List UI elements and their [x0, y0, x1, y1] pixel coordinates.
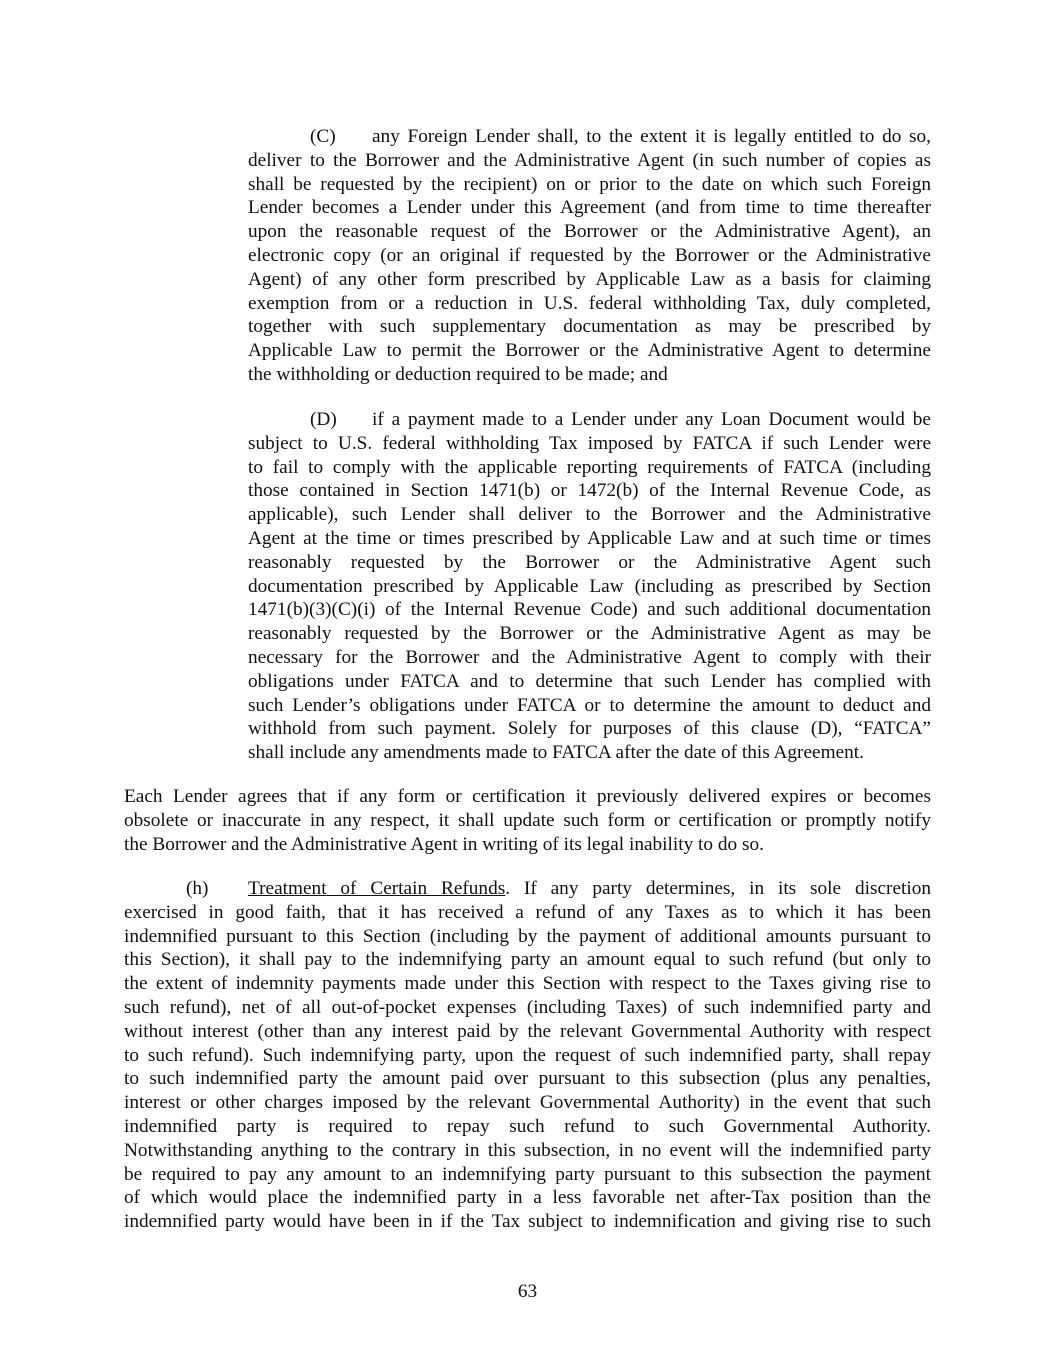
paragraph-h: (h) Treatment of Certain Refunds. If any party determines, in its sole discretion exercised in good faith, that it has received a refund of any Taxes as to which it has been indemnified pursuant to this Section (including by the payment of additional amounts pursuant to this Section), it shall pay to the indemnifying party an amount equal to such refund (but only to the extent of indemnity payments made under this Section with respect to the Taxes giving rise to such refund), net of all out-of-pocket expenses (including Taxes) of such indemnified party and without interest (other than any interest paid by the relevant Governmental Authority with respect to such refund). Such indemnifying party, upon the request of such indemnified party, shall repay to such indemnified party the amount paid over pursuant to this subsection (plus any penalties, interest or other charges imposed by the relevant Governmental Authority) in the event that such indemnified party is required to repay such refund to such Governmental Authority. Notwithstanding anything to the contrary in this subsection, in no event will the indemnified party be required to pay any amount to an indemnifying party pursuant to this subsection the payment of which would place the indemnified party in a less favorable net after-Tax position than the indemnified party would have been in if the Tax subject to indemnification and giving rise to such [124, 878, 931, 1233]
clause-label-h: (h) [186, 878, 209, 899]
page-number: 63 [517, 1281, 538, 1302]
clause-label-c: (C) [310, 126, 336, 147]
paragraph-d: (D) if a payment made to a Lender under any Loan Document would be subject to U.S. federal withholding Tax imposed by FATCA if such Lender were to fail to comply with the applicable reporting requirements of FATCA (including those contained in Section 1471(b) or 1472(b) of the Internal Revenue Code, as applicable), such Lender shall deliver to the Borrower and the Administrative Agent at the time or times prescribed by Applicable Law and at such time or times reasonably requested by the Borrower or the Administrative Agent such documentation prescribed by Applicable Law (including as prescribed by Section 1471(b)(3)(C)(i) of the Internal Revenue Code) and such additional documentation reasonably requested by the Borrower or the Administrative Agent as may be necessary for the Borrower and the Administrative Agent to comply with their obligations under FATCA and to determine that such Lender has complied with such Lender’s obligations under FATCA or to determine the amount to deduct and withhold from such payment. Solely for purposes of this clause (D), “FATCA” shall include any amendments made to FATCA after the date of this Agreement. [248, 409, 931, 764]
paragraph-each-lender: Each Lender agrees that if any form or certification it previously delivered expires or becomes obsolete or inaccurate in any respect, it shall update such form or certification or promptly notify the Borrower and the Administrative Agent in writing of its legal inability to do so. [124, 786, 931, 855]
paragraph-c: (C) any Foreign Lender shall, to the extent it is legally entitled to do so, deliver to the Borrower and the Administrative Agent (in such number of copies as shall be requested by the recipient) on or prior to the date on which such Foreign Lender becomes a Lender under this Agreement (and from time to time thereafter upon the reasonable request of the Borrower or the Administrative Agent), an electronic copy (or an original if requested by the Borrower or the Administrative Agent) of any other form prescribed by Applicable Law as a basis for claiming exemption from or a reduction in U.S. federal withholding Tax, duly completed, together with such supplementary documentation as may be prescribed by Applicable Law to permit the Borrower or the Administrative Agent to determine the withholding or deduction required to be made; and [248, 126, 931, 385]
clause-label-d: (D) [310, 409, 337, 430]
section-heading: Treatment of Certain Refunds [248, 878, 506, 899]
